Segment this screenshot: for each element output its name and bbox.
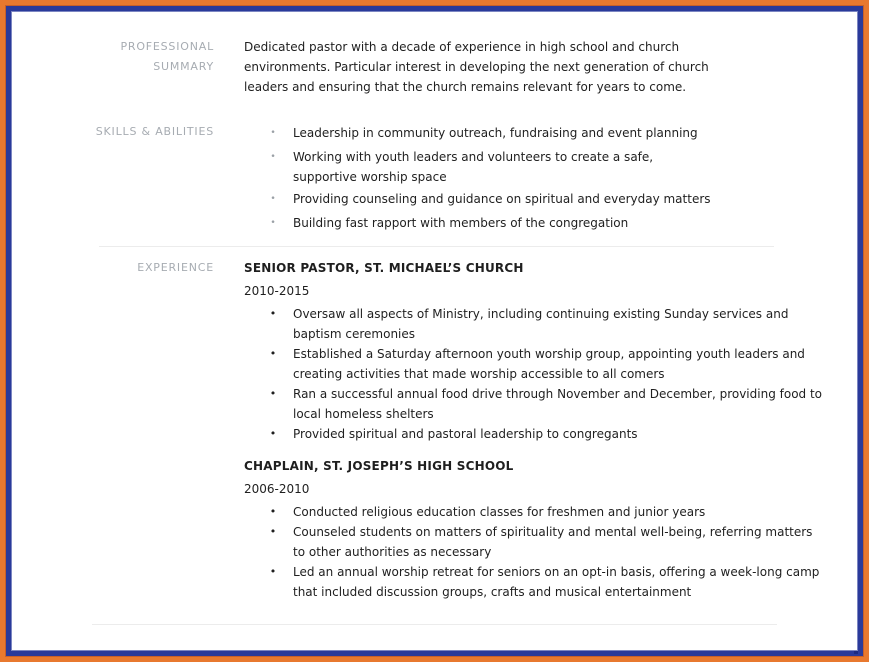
job-bullet: • Provided spiritual and pastoral leadership to congregants [244,424,822,444]
summary-text-line2: environments. Particular interest in developing the next generation of church [244,60,709,74]
job-dates: 2010-2015 [244,284,310,298]
bullet-icon: • [269,347,277,360]
job-bullet: • Established a Saturday afternoon youth worship group, appointing youth leaders and creating activities that made worship accessible to all comers [244,344,822,384]
bullet-icon: • [269,505,277,518]
summary-text-line1: Dedicated pastor with a decade of experience in high school and church [244,40,680,54]
bullet-icon: • [269,387,277,400]
bullet-icon: • [269,525,277,538]
skill-item: • Leadership in community outreach, fundraising and event planning [244,123,711,143]
bullet-icon: • [269,307,277,320]
bullet-icon: • [270,128,276,138]
skill-item: • Providing counseling and guidance on spiritual and everyday matters [244,189,711,209]
bullet-icon: • [270,194,276,204]
job-bullets [244,502,819,602]
job-bullet: • Led an annual worship retreat for seniors on an opt-in basis, offering a week-long camp that included discussion groups, crafts and musical entertainment [244,562,819,602]
job-title: CHAPLAIN, ST. JOSEPH’S HIGH SCHOOL [244,459,514,473]
bullet-icon: • [270,218,276,228]
skills-label: SKILLS & ABILITIES [95,125,214,138]
skills-list [244,123,711,233]
experience-label: EXPERIENCE [137,261,214,274]
summary-label-line2: SUMMARY [153,60,214,73]
summary-text-line3: leaders and ensuring that the church remains relevant for years to come. [244,80,687,94]
bullet-icon: • [269,565,277,578]
skill-item: • Building fast rapport with members of the congregation [244,213,711,233]
section-divider [99,246,774,247]
job-bullet: • Counseled students on matters of spirituality and mental well-being, referring matters to other authorities as necessary [244,522,819,562]
job-dates: 2006-2010 [244,482,310,496]
job-bullet: • Oversaw all aspects of Ministry, including continuing existing Sunday services and baptism ceremonies [244,304,822,344]
job-bullet: • Conducted religious education classes for freshmen and junior years [244,502,819,522]
job-bullets [244,304,822,444]
job-title: SENIOR PASTOR, ST. MICHAEL’S CHURCH [244,261,524,275]
bullet-icon: • [270,152,276,162]
summary-label-line1: PROFESSIONAL [120,40,214,53]
skill-item: • Working with youth leaders and volunteers to create a safe, supportive worship space [244,147,711,187]
bullet-icon: • [269,427,277,440]
resume-page [17,17,853,645]
job-bullet: • Ran a successful annual food drive through November and December, providing food to local homeless shelters [244,384,822,424]
section-divider [92,624,777,625]
